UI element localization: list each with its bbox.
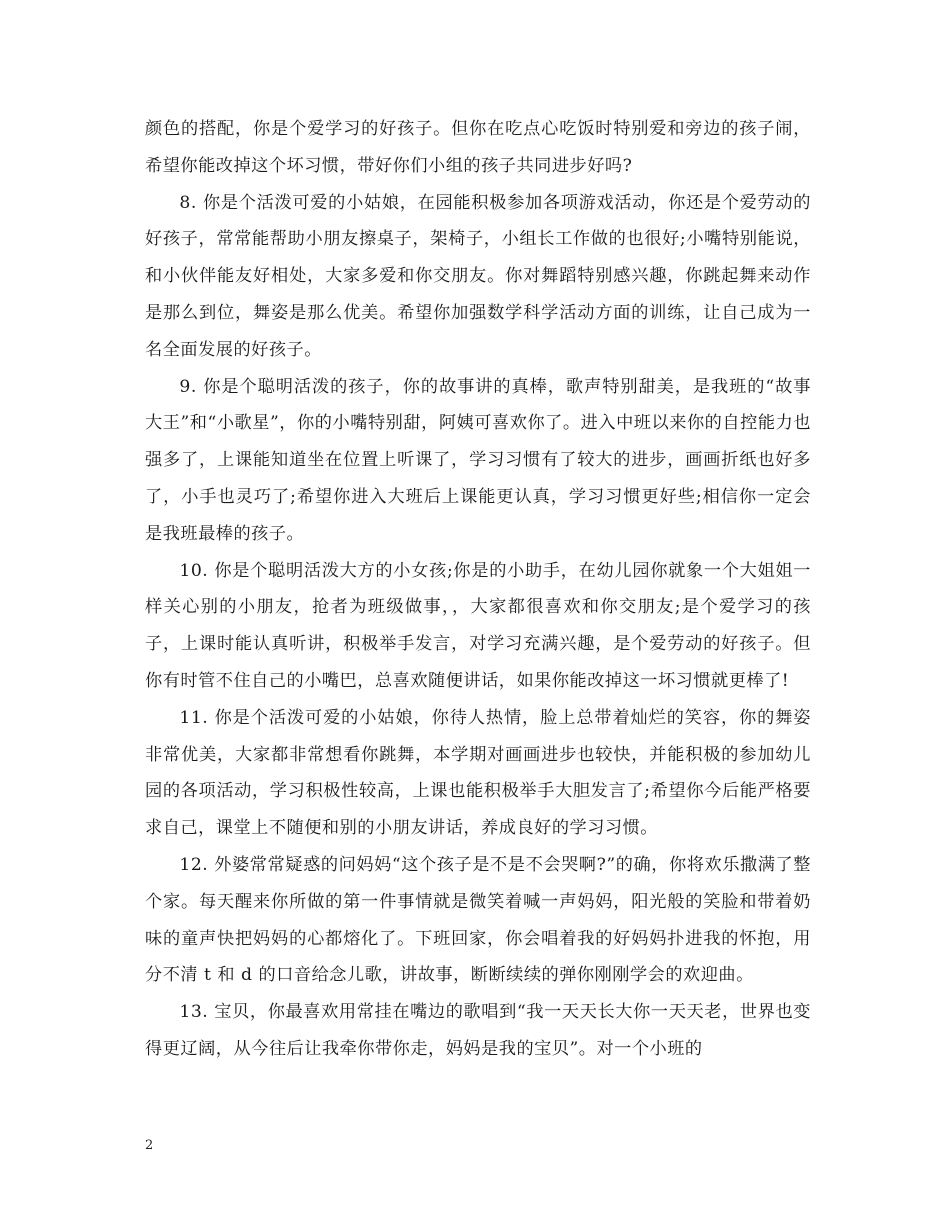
page-number: 2 bbox=[145, 1138, 154, 1153]
paragraph-item-9: 9. 你是个聪明活泼的孩子，你的故事讲的真棒，歌声特别甜美，是我班的“故事大王”和“小歌星”，你的小嘴特别甜，阿姨可喜欢你了。进入中班以来你的自控能力也强多了，上课能知道坐在位置上听课了，学习习惯有了较大的进步，画画折纸也好多了，小手也灵巧了;希望你进入大班后上课能更认真，学习习惯更好些;相信你一定会是我班最棒的孩子。 bbox=[145, 376, 811, 544]
paragraph-item-8: 8. 你是个活泼可爱的小姑娘，在园能积极参加各项游戏活动，你还是个爱劳动的好孩子，常常能帮助小朋友擦桌子，架椅子，小组长工作做的也很好;小嘴特别能说，和小伙伴能友好相处，大家多爱和你交朋友。你对舞蹈特别感兴趣，你跳起舞来动作是那么到位，舞姿是那么优美。希望你加强数学科学活动方面的训练，让自己成为一名全面发展的好孩子。 bbox=[145, 192, 811, 360]
paragraph-item-10: 10. 你是个聪明活泼大方的小女孩;你是的小助手，在幼儿园你就象一个大姐姐一样关心别的小朋友，抢者为班级做事，，大家都很喜欢和你交朋友;是个爱学习的孩子，上课时能认真听讲，积极举手发言，对学习充满兴趣，是个爱劳动的好孩子。但你有时管不住自己的小嘴巴，总喜欢随便讲话，如果你能改掉这一坏习惯就更棒了! bbox=[145, 560, 811, 691]
paragraph-item-11: 11. 你是个活泼可爱的小姑娘，你待人热情，脸上总带着灿烂的笑容，你的舞姿非常优美，大家都非常想看你跳舞，本学期对画画进步也较快，并能积极的参加幼儿园的各项活动，学习积极性较高，上课也能积极举手大胆发言了;希望你今后能严格要求自己，课堂上不随便和别的小朋友讲话，养成良好的学习习惯。 bbox=[145, 707, 811, 839]
document-body bbox=[145, 111, 811, 1068]
paragraph-item-13: 13. 宝贝，你最喜欢用常挂在嘴边的歌唱到“我一天天长大你一天天老，世界也变得更辽阔，从今往后让我牵你带你走，妈妈是我的宝贝”。对一个小班的 bbox=[145, 1002, 811, 1059]
paragraph-continuation: 颜色的搭配，你是个爱学习的好孩子。但你在吃点心吃饭时特别爱和旁边的孩子闹，希望你能改掉这个坏习惯，带好你们小组的孩子共同进步好吗? bbox=[145, 119, 811, 176]
paragraph-item-12: 12. 外婆常常疑惑的问妈妈“这个孩子是不是不会哭啊?”的确，你将欢乐撒满了整个家。每天醒来你所做的第一件事情就是微笑着喊一声妈妈，阳光般的笑脸和带着奶味的童声快把妈妈的心都熔化了。下班回家，你会唱着我的好妈妈扑进我的怀抱，用分不清 t 和 d 的口音给念儿歌，讲故事，断断续续的弹你刚刚学会的欢迎曲。 bbox=[145, 854, 811, 986]
